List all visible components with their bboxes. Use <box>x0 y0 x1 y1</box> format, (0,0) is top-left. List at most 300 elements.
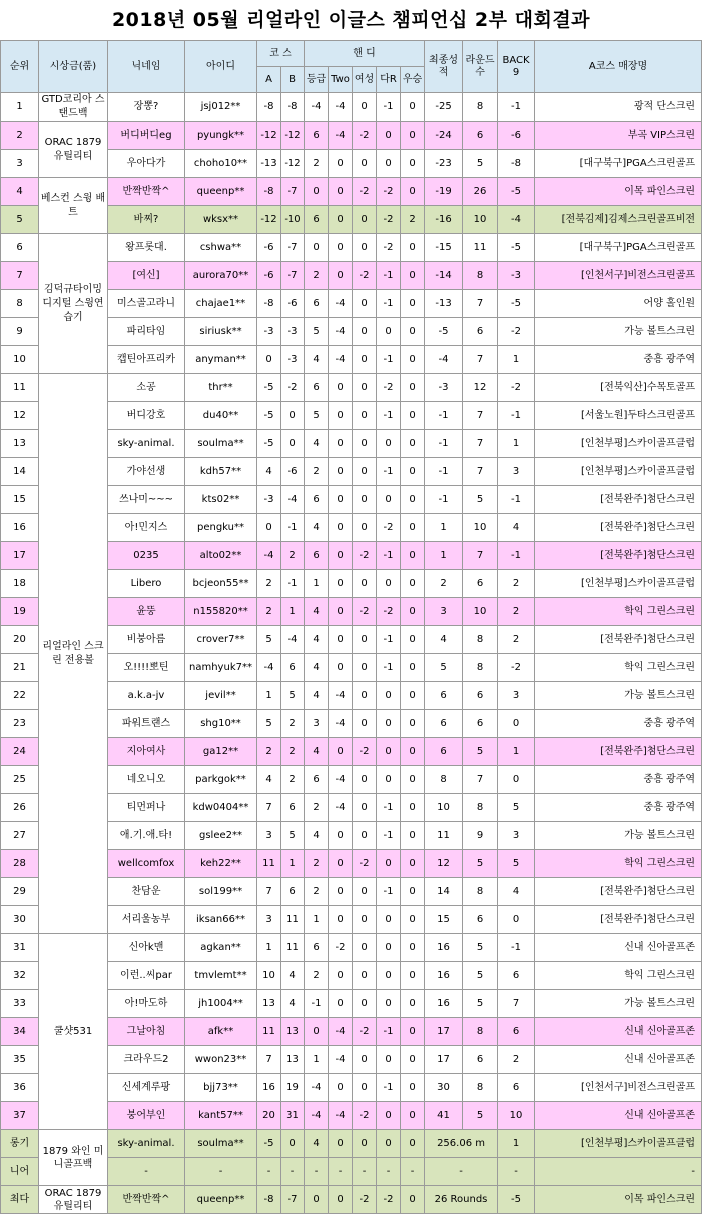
final-cell: 6 <box>425 738 463 766</box>
b-cell: 2 <box>281 542 305 570</box>
rounds-cell: 6 <box>463 682 498 710</box>
nickname-cell: 붕어부인 <box>108 1102 185 1130</box>
two-cell: 0 <box>329 150 353 178</box>
dr-cell: -1 <box>377 402 401 430</box>
win-cell: 0 <box>401 794 425 822</box>
b-cell: -10 <box>281 206 305 234</box>
rounds-cell: 10 <box>463 514 498 542</box>
final-cell: 6 <box>425 682 463 710</box>
store-cell: 학익 그린스크린 <box>535 654 702 682</box>
dr-cell: -2 <box>377 206 401 234</box>
nickname-cell: 아!민지스 <box>108 514 185 542</box>
dr-cell: -1 <box>377 262 401 290</box>
store-cell: [인천부평]스카이골프클럽 <box>535 570 702 598</box>
rank-cell: 29 <box>1 878 39 906</box>
a-cell: 0 <box>257 514 281 542</box>
grade-cell: 0 <box>305 1018 329 1046</box>
final-cell: -1 <box>425 402 463 430</box>
id-cell: parkgok** <box>185 766 257 794</box>
store-cell: [인천서구]비전스크린골프 <box>535 1074 702 1102</box>
rank-cell: 21 <box>1 654 39 682</box>
final-cell: -24 <box>425 122 463 150</box>
two-cell: -4 <box>329 682 353 710</box>
a-cell: -6 <box>257 262 281 290</box>
table-row <box>1 122 702 150</box>
final-cell: -1 <box>425 430 463 458</box>
two-cell: -4 <box>329 346 353 374</box>
id-cell: kts02** <box>185 486 257 514</box>
dr-cell: 0 <box>377 150 401 178</box>
fem-cell: 0 <box>353 430 377 458</box>
store-cell: [전북완주]첨단스크린 <box>535 906 702 934</box>
two-cell: -4 <box>329 318 353 346</box>
table-row <box>1 234 702 262</box>
id-cell: bjj73** <box>185 1074 257 1102</box>
rounds-cell: 11 <box>463 234 498 262</box>
col-handi: 핸 디 <box>305 41 425 67</box>
grade-cell: 4 <box>305 598 329 626</box>
a-cell: -12 <box>257 206 281 234</box>
rank-cell: 26 <box>1 794 39 822</box>
b-cell: 6 <box>281 794 305 822</box>
store-cell: [인천부평]스카이골프클럽 <box>535 458 702 486</box>
prize-group-cell: 쿨샷531 <box>39 934 108 1130</box>
two-cell: -2 <box>329 934 353 962</box>
rank-cell: 6 <box>1 234 39 262</box>
fem-cell: -2 <box>353 1018 377 1046</box>
b-cell: 5 <box>281 682 305 710</box>
rounds-cell: 5 <box>463 934 498 962</box>
nickname-cell: 티먼퍼나 <box>108 794 185 822</box>
a-cell: -12 <box>257 122 281 150</box>
final-cell: 17 <box>425 1046 463 1074</box>
grade-cell: 2 <box>305 794 329 822</box>
nickname-cell: 장뽕? <box>108 93 185 122</box>
dr-cell: 0 <box>377 486 401 514</box>
col-rounds: 라운드수 <box>463 41 498 93</box>
col-handi-female: 여성 <box>353 67 377 93</box>
id-cell: agkan** <box>185 934 257 962</box>
win-cell: 0 <box>401 318 425 346</box>
a-cell: -6 <box>257 234 281 262</box>
rank-cell: 28 <box>1 850 39 878</box>
back9-cell: 3 <box>498 822 535 850</box>
two-cell: 0 <box>329 626 353 654</box>
id-cell: crover7** <box>185 626 257 654</box>
dr-cell: -1 <box>377 822 401 850</box>
store-cell: - <box>535 1158 702 1186</box>
special-label-cell: 롱기 <box>1 1130 39 1158</box>
fem-cell: 0 <box>353 766 377 794</box>
col-handi-win: 우승 <box>401 67 425 93</box>
win-cell: 0 <box>401 1074 425 1102</box>
rounds-cell: 8 <box>463 654 498 682</box>
win-cell: 0 <box>401 1102 425 1130</box>
a-cell: -13 <box>257 150 281 178</box>
nickname-cell: 지아여사 <box>108 738 185 766</box>
nickname-cell: 신세계루팡 <box>108 1074 185 1102</box>
dr-cell: -1 <box>377 1018 401 1046</box>
win-cell: 0 <box>401 1046 425 1074</box>
two-cell: 0 <box>329 822 353 850</box>
final-cell: 1 <box>425 542 463 570</box>
win-cell: 0 <box>401 962 425 990</box>
two-cell: 0 <box>329 654 353 682</box>
back9-cell: 3 <box>498 682 535 710</box>
two-cell: 0 <box>329 206 353 234</box>
rank-cell: 18 <box>1 570 39 598</box>
two-cell: 0 <box>329 234 353 262</box>
b-cell: 11 <box>281 934 305 962</box>
win-cell: 0 <box>401 1130 425 1158</box>
col-handi-dr: 다R <box>377 67 401 93</box>
rounds-cell: 5 <box>463 738 498 766</box>
nickname-cell: 네오니오 <box>108 766 185 794</box>
rank-cell: 17 <box>1 542 39 570</box>
rank-cell: 30 <box>1 906 39 934</box>
rank-cell: 7 <box>1 262 39 290</box>
win-cell: 0 <box>401 1018 425 1046</box>
two-cell: 0 <box>329 1074 353 1102</box>
back9-cell: 0 <box>498 906 535 934</box>
store-cell: [인천부평]스카이골프클럽 <box>535 1130 702 1158</box>
col-course: 코 스 <box>257 41 305 67</box>
back9-cell: -4 <box>498 206 535 234</box>
b-cell: 19 <box>281 1074 305 1102</box>
final-cell: -5 <box>425 318 463 346</box>
win-cell: 0 <box>401 738 425 766</box>
id-cell: shg10** <box>185 710 257 738</box>
win-cell: 0 <box>401 934 425 962</box>
two-cell: -4 <box>329 1046 353 1074</box>
final-cell: -23 <box>425 150 463 178</box>
rounds-cell: 7 <box>463 458 498 486</box>
a-cell: -5 <box>257 1130 281 1158</box>
rank-cell: 27 <box>1 822 39 850</box>
rank-cell: 16 <box>1 514 39 542</box>
id-cell: jh1004** <box>185 990 257 1018</box>
id-cell: thr** <box>185 374 257 402</box>
back9-cell: -3 <box>498 262 535 290</box>
nickname-cell: 캡틴아프리카 <box>108 346 185 374</box>
rank-cell: 15 <box>1 486 39 514</box>
nickname-cell: 파리타임 <box>108 318 185 346</box>
fem-cell: 0 <box>353 1074 377 1102</box>
b-cell: 2 <box>281 738 305 766</box>
col-course-a: A <box>257 67 281 93</box>
final-cell: -1 <box>425 486 463 514</box>
grade-cell: 6 <box>305 486 329 514</box>
win-cell: 0 <box>401 346 425 374</box>
table-row <box>1 178 702 206</box>
fem-cell: 0 <box>353 346 377 374</box>
store-cell: [전북완주]첨단스크린 <box>535 486 702 514</box>
rounds-cell: 5 <box>463 1102 498 1130</box>
win-cell: 0 <box>401 990 425 1018</box>
col-back9: BACK 9 <box>498 41 535 93</box>
grade-cell: 6 <box>305 290 329 318</box>
b-cell: -3 <box>281 346 305 374</box>
store-cell: 학익 그린스크린 <box>535 962 702 990</box>
id-cell: soulma** <box>185 1130 257 1158</box>
a-cell: -8 <box>257 1186 281 1214</box>
win-cell: 0 <box>401 850 425 878</box>
store-cell: [전북완주]첨단스크린 <box>535 542 702 570</box>
win-cell: 0 <box>401 626 425 654</box>
fem-cell: -2 <box>353 542 377 570</box>
two-cell: 0 <box>329 850 353 878</box>
win-cell: 0 <box>401 150 425 178</box>
a-cell: -8 <box>257 93 281 122</box>
a-cell: 4 <box>257 458 281 486</box>
rank-cell: 20 <box>1 626 39 654</box>
a-cell: 7 <box>257 1046 281 1074</box>
two-cell: -4 <box>329 1102 353 1130</box>
back9-cell: -6 <box>498 122 535 150</box>
grade-cell: 1 <box>305 906 329 934</box>
two-cell: 0 <box>329 178 353 206</box>
grade-cell: 4 <box>305 430 329 458</box>
nickname-cell: sky-animal. <box>108 1130 185 1158</box>
grade-cell: 5 <box>305 318 329 346</box>
grade-cell: 2 <box>305 962 329 990</box>
rounds-cell: 7 <box>463 290 498 318</box>
a-cell: 3 <box>257 822 281 850</box>
id-cell: n155820** <box>185 598 257 626</box>
id-cell: queenp** <box>185 178 257 206</box>
two-cell: -4 <box>329 1018 353 1046</box>
back9-cell: 3 <box>498 458 535 486</box>
final-cell: 15 <box>425 906 463 934</box>
dr-cell: 0 <box>377 962 401 990</box>
two-cell: 0 <box>329 1130 353 1158</box>
b-cell: -7 <box>281 1186 305 1214</box>
two-cell: 0 <box>329 514 353 542</box>
store-cell: [서울노원]두타스크린골프 <box>535 402 702 430</box>
grade-cell: 2 <box>305 878 329 906</box>
two-cell: -4 <box>329 794 353 822</box>
a-cell: 11 <box>257 1018 281 1046</box>
win-cell: 0 <box>401 486 425 514</box>
b-cell: -1 <box>281 570 305 598</box>
grade-cell: 6 <box>305 542 329 570</box>
rounds-cell: 8 <box>463 1074 498 1102</box>
nickname-cell: 애.기.애.타! <box>108 822 185 850</box>
col-handi-two: Two <box>329 67 353 93</box>
a-cell: -5 <box>257 402 281 430</box>
back9-cell: 2 <box>498 598 535 626</box>
rounds-cell: 7 <box>463 430 498 458</box>
b-cell: 4 <box>281 962 305 990</box>
grade-cell: 2 <box>305 850 329 878</box>
rank-cell: 5 <box>1 206 39 234</box>
back9-cell: -8 <box>498 150 535 178</box>
id-cell: soulma** <box>185 430 257 458</box>
back9-cell: -1 <box>498 402 535 430</box>
store-cell: 이목 파인스크린 <box>535 178 702 206</box>
special-label-cell: 최다 <box>1 1186 39 1214</box>
special-row <box>1 1186 702 1214</box>
fem-cell: 0 <box>353 1046 377 1074</box>
final-cell: 1 <box>425 514 463 542</box>
two-cell: -4 <box>329 290 353 318</box>
rank-cell: 37 <box>1 1102 39 1130</box>
dr-cell: 0 <box>377 766 401 794</box>
two-cell: 0 <box>329 990 353 1018</box>
nickname-cell: sky-animal. <box>108 430 185 458</box>
a-cell: -5 <box>257 430 281 458</box>
win-cell: 0 <box>401 458 425 486</box>
store-cell: [전북김제]김제스크린골프비전 <box>535 206 702 234</box>
nickname-cell: 크라우드2 <box>108 1046 185 1074</box>
b-cell: 13 <box>281 1046 305 1074</box>
win-cell: 0 <box>401 570 425 598</box>
nickname-cell: 미스골고라니 <box>108 290 185 318</box>
grade-cell: 6 <box>305 374 329 402</box>
rounds-cell: 5 <box>463 150 498 178</box>
back9-cell: 2 <box>498 626 535 654</box>
b-cell: 4 <box>281 990 305 1018</box>
dr-cell: -2 <box>377 374 401 402</box>
two-cell: - <box>329 1158 353 1186</box>
rank-cell: 13 <box>1 430 39 458</box>
id-cell: bcjeon55** <box>185 570 257 598</box>
a-cell: 10 <box>257 962 281 990</box>
rank-cell: 25 <box>1 766 39 794</box>
fem-cell: 0 <box>353 514 377 542</box>
grade-cell: 4 <box>305 346 329 374</box>
special-result-cell: 256.06 m <box>425 1130 498 1158</box>
id-cell: keh22** <box>185 850 257 878</box>
two-cell: -4 <box>329 122 353 150</box>
final-cell: -25 <box>425 93 463 122</box>
id-cell: wwon23** <box>185 1046 257 1074</box>
b-cell: -6 <box>281 458 305 486</box>
a-cell: 20 <box>257 1102 281 1130</box>
store-cell: 신내 신아골프존 <box>535 1046 702 1074</box>
b-cell: -12 <box>281 122 305 150</box>
back9-cell: - <box>498 1158 535 1186</box>
id-cell: jsj012** <box>185 93 257 122</box>
nickname-cell: wellcomfox <box>108 850 185 878</box>
store-cell: 학익 그린스크린 <box>535 850 702 878</box>
final-cell: 16 <box>425 934 463 962</box>
rounds-cell: 5 <box>463 962 498 990</box>
rounds-cell: 5 <box>463 990 498 1018</box>
special-prize-cell: ORAC 1879 유틸리티 <box>39 1186 108 1214</box>
two-cell: 0 <box>329 430 353 458</box>
back9-cell: 6 <box>498 962 535 990</box>
two-cell: 0 <box>329 374 353 402</box>
rounds-cell: 5 <box>463 486 498 514</box>
win-cell: 0 <box>401 234 425 262</box>
back9-cell: 4 <box>498 514 535 542</box>
id-cell: namhyuk7** <box>185 654 257 682</box>
store-cell: [전북완주]첨단스크린 <box>535 514 702 542</box>
back9-cell: -1 <box>498 934 535 962</box>
a-cell: 0 <box>257 346 281 374</box>
id-cell: aurora70** <box>185 262 257 290</box>
col-rank: 순위 <box>1 41 39 93</box>
results-table <box>0 40 702 1214</box>
two-cell: -4 <box>329 710 353 738</box>
back9-cell: 1 <box>498 430 535 458</box>
b-cell: - <box>281 1158 305 1186</box>
id-cell: cshwa** <box>185 234 257 262</box>
rank-cell: 8 <box>1 290 39 318</box>
fem-cell: -2 <box>353 122 377 150</box>
final-cell: 5 <box>425 654 463 682</box>
grade-cell: 1 <box>305 570 329 598</box>
back9-cell: 0 <box>498 766 535 794</box>
dr-cell: 0 <box>377 318 401 346</box>
nickname-cell: 그날아침 <box>108 1018 185 1046</box>
dr-cell: 0 <box>377 850 401 878</box>
id-cell: siriusk** <box>185 318 257 346</box>
dr-cell: 0 <box>377 934 401 962</box>
id-cell: wksx** <box>185 206 257 234</box>
store-cell: 가능 볼트스크린 <box>535 318 702 346</box>
fem-cell: 0 <box>353 654 377 682</box>
b-cell: 1 <box>281 850 305 878</box>
final-cell: 14 <box>425 878 463 906</box>
id-cell: queenp** <box>185 1186 257 1214</box>
prize-group-cell: 리얼라인 스크린 전용볼 <box>39 374 108 934</box>
grade-cell: -4 <box>305 1102 329 1130</box>
b-cell: -3 <box>281 318 305 346</box>
col-course-b: B <box>281 67 305 93</box>
id-cell: kdw0404** <box>185 794 257 822</box>
a-cell: -3 <box>257 486 281 514</box>
win-cell: 0 <box>401 290 425 318</box>
dr-cell: -2 <box>377 1186 401 1214</box>
store-cell: 중흥 광주역 <box>535 794 702 822</box>
a-cell: -4 <box>257 654 281 682</box>
b-cell: 2 <box>281 766 305 794</box>
rank-cell: 31 <box>1 934 39 962</box>
rank-cell: 4 <box>1 178 39 206</box>
two-cell: 0 <box>329 458 353 486</box>
back9-cell: -5 <box>498 290 535 318</box>
rounds-cell: 7 <box>463 766 498 794</box>
rank-cell: 12 <box>1 402 39 430</box>
nickname-cell: 버디강호 <box>108 402 185 430</box>
two-cell: 0 <box>329 402 353 430</box>
table-row <box>1 93 702 122</box>
prize-group-cell: 김덕규타이밍 디지털 스윙연습기 <box>39 234 108 374</box>
store-cell: 신내 신아골프존 <box>535 1018 702 1046</box>
id-cell: anyman** <box>185 346 257 374</box>
fem-cell: 0 <box>353 402 377 430</box>
win-cell: 0 <box>401 654 425 682</box>
a-cell: 3 <box>257 906 281 934</box>
back9-cell: 0 <box>498 710 535 738</box>
nickname-cell: 쓰나미~~~ <box>108 486 185 514</box>
dr-cell: 0 <box>377 906 401 934</box>
fem-cell: 0 <box>353 150 377 178</box>
b-cell: -1 <box>281 514 305 542</box>
grade-cell: - <box>305 1158 329 1186</box>
col-handi-grade: 등급 <box>305 67 329 93</box>
dr-cell: -1 <box>377 458 401 486</box>
back9-cell: -2 <box>498 654 535 682</box>
id-cell: afk** <box>185 1018 257 1046</box>
id-cell: du40** <box>185 402 257 430</box>
page-title: 2018년 05월 리얼라인 이글스 챔피언십 2부 대회결과 <box>111 9 591 31</box>
b-cell: -12 <box>281 150 305 178</box>
back9-cell: 6 <box>498 1074 535 1102</box>
a-cell: -8 <box>257 178 281 206</box>
